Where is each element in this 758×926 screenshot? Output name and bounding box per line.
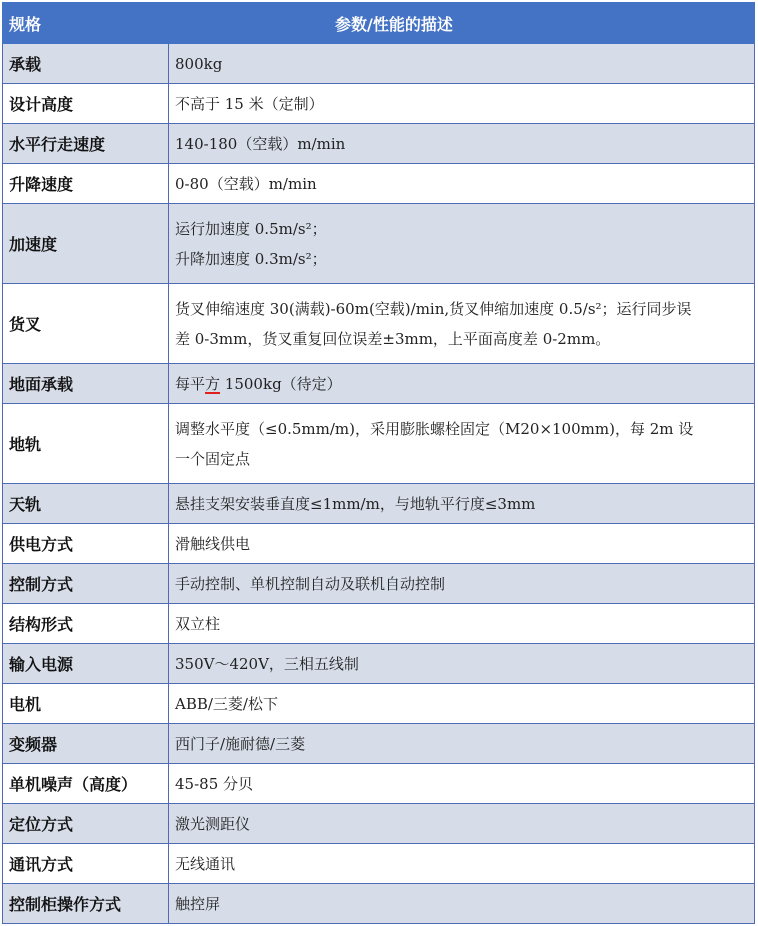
- row-value: 手动控制、单机控制自动及联机自动控制: [169, 564, 755, 604]
- row-value-line: 一个固定点: [175, 449, 251, 468]
- row-value-line: 调整水平度（≤0.5mm/m)，采用膨胀螺栓固定（M20×100mm)，每 2m 设: [175, 419, 694, 438]
- row-label: 供电方式: [3, 524, 169, 564]
- row-label: 加速度: [3, 204, 169, 284]
- spellcheck-underlined-text: 方: [205, 374, 221, 393]
- row-value-line: 升降加速度 0.3m/s²；: [175, 249, 327, 268]
- row-value: ABB/三菱/松下: [169, 684, 755, 724]
- row-value: 800kg: [169, 44, 755, 84]
- row-label: 水平行走速度: [3, 124, 169, 164]
- row-value: [169, 364, 755, 404]
- table-row: [3, 204, 755, 284]
- row-value-line: 货叉伸缩速度 30(满载)-60m(空载)/min,货叉伸缩加速度 0.5/s²；运行同步误: [175, 299, 692, 318]
- row-value: [169, 204, 755, 284]
- table-row: [3, 284, 755, 364]
- row-value: 无线通讯: [169, 844, 755, 884]
- table-row: [3, 804, 755, 844]
- table-row: [3, 604, 755, 644]
- row-value: 西门子/施耐德/三菱: [169, 724, 755, 764]
- table-row: [3, 564, 755, 604]
- row-value: [169, 404, 755, 484]
- table-header-row: [3, 3, 755, 44]
- row-value: 滑触线供电: [169, 524, 755, 564]
- row-value: 140-180（空载）m/min: [169, 124, 755, 164]
- row-value: 激光测距仪: [169, 804, 755, 844]
- table-row: [3, 404, 755, 484]
- row-label: 定位方式: [3, 804, 169, 844]
- row-label: 货叉: [3, 284, 169, 364]
- row-label: 天轨: [3, 484, 169, 524]
- row-value: 悬挂支架安装垂直度≤1mm/m，与地轨平行度≤3mm: [169, 484, 755, 524]
- row-value: [169, 284, 755, 364]
- table-row: [3, 484, 755, 524]
- row-value: 0-80（空载）m/min: [169, 164, 755, 204]
- row-label: 变频器: [3, 724, 169, 764]
- row-label: 地面承载: [3, 364, 169, 404]
- header-description: 参数/性能的描述: [169, 3, 755, 44]
- row-label: 输入电源: [3, 644, 169, 684]
- row-label: 控制方式: [3, 564, 169, 604]
- row-label: 设计高度: [3, 84, 169, 124]
- header-spec: 规格: [3, 3, 169, 44]
- row-value: 双立柱: [169, 604, 755, 644]
- table-row: [3, 764, 755, 804]
- row-value: 350V～420V，三相五线制: [169, 644, 755, 684]
- table-row: [3, 844, 755, 884]
- table-row: [3, 524, 755, 564]
- row-value-suffix: 1500kg（待定）: [220, 374, 342, 393]
- row-label: 控制柜操作方式: [3, 884, 169, 924]
- table-row: [3, 84, 755, 124]
- row-label: 电机: [3, 684, 169, 724]
- row-value-line: 运行加速度 0.5m/s²；: [175, 219, 327, 238]
- table-row: [3, 44, 755, 84]
- table-row: [3, 164, 755, 204]
- row-label: 通讯方式: [3, 844, 169, 884]
- table-row: [3, 684, 755, 724]
- row-label: 升降速度: [3, 164, 169, 204]
- row-label: 单机噪声（高度）: [3, 764, 169, 804]
- row-value: 不高于 15 米（定制）: [169, 84, 755, 124]
- row-value-prefix: 每平: [175, 374, 206, 393]
- spec-table: [2, 2, 755, 924]
- table-row: [3, 644, 755, 684]
- table-row: [3, 884, 755, 924]
- row-label: 承载: [3, 44, 169, 84]
- table-row: [3, 124, 755, 164]
- row-value-line: 差 0-3mm，货叉重复回位误差±3mm，上平面高度差 0-2mm。: [175, 329, 611, 348]
- row-value: 触控屏: [169, 884, 755, 924]
- row-value: 45-85 分贝: [169, 764, 755, 804]
- table-row: [3, 364, 755, 404]
- table-row: [3, 724, 755, 764]
- row-label: 结构形式: [3, 604, 169, 644]
- row-label: 地轨: [3, 404, 169, 484]
